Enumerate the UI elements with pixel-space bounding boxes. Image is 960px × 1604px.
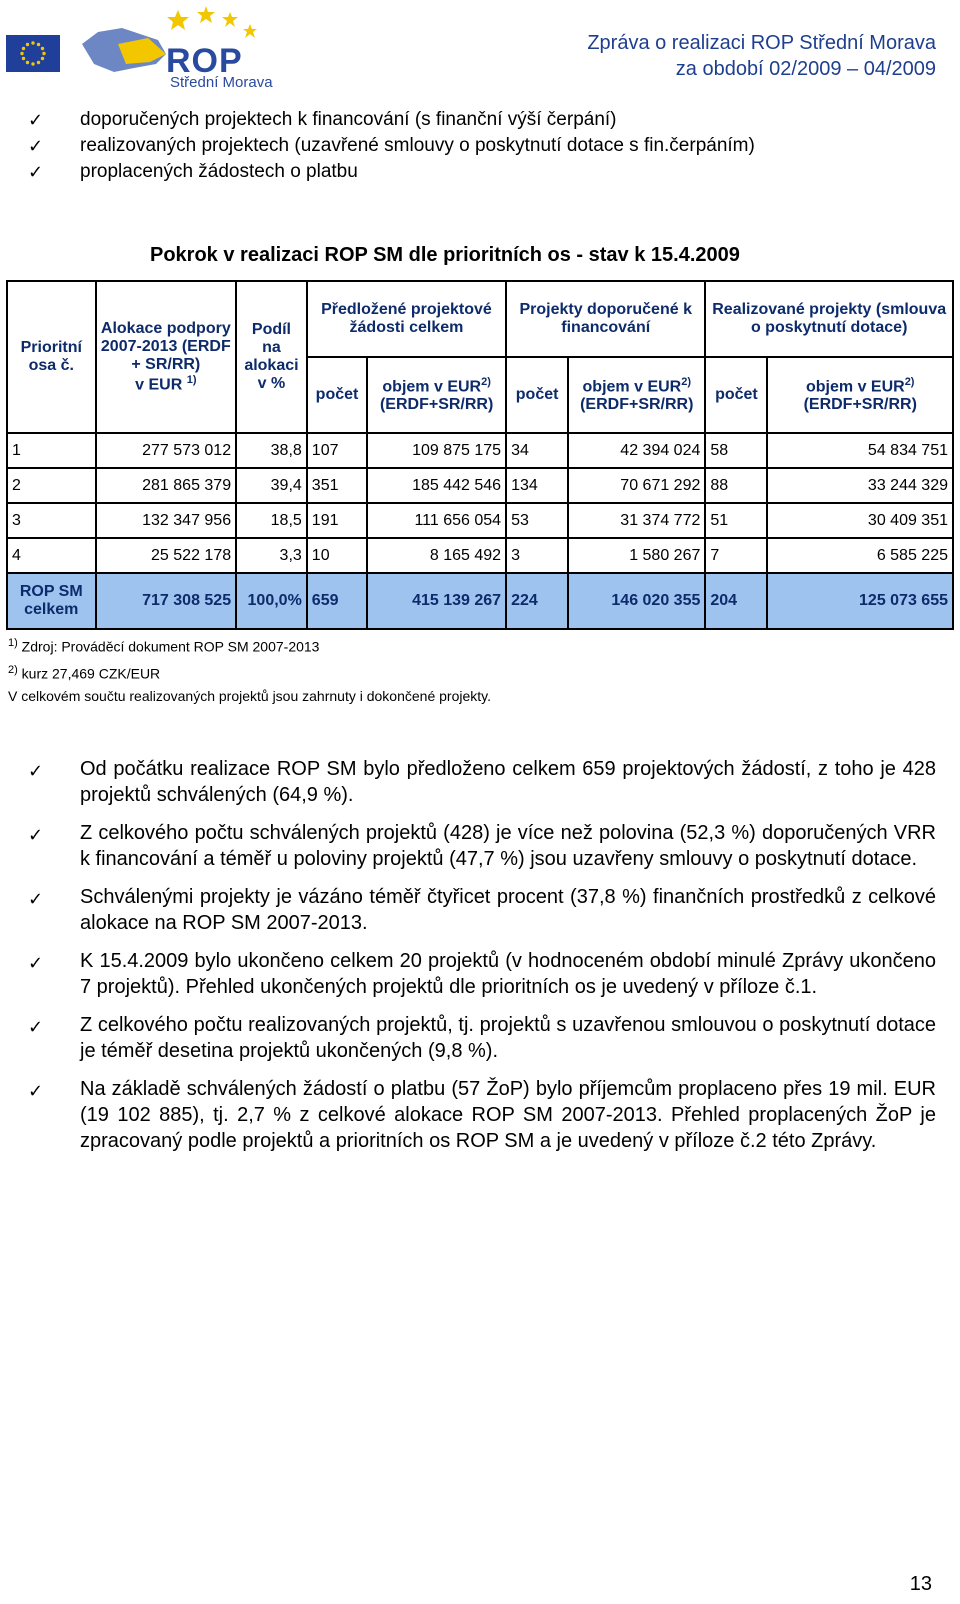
report-title-line1: Zpráva o realizaci ROP Střední Morava (587, 32, 936, 54)
checkmark-icon: ✓ (28, 162, 44, 182)
list-item: ✓ Schválenými projekty je vázáno téměř čtyřicet procent (37,8 %) finančních prostředků z celkové alokace na ROP SM 2007-2013. (28, 886, 936, 934)
list-item: ✓ K 15.4.2009 bylo ukončeno celkem 20 projektů (v hodnoceném období minulé Zprávy ukončeno 7 projektů). Přehled ukončených projektů dle prioritních os je uvedený v příloze č.1. (28, 950, 936, 998)
list-item: ✓ doporučených projektech k financování (s finanční výší čerpání) (28, 107, 755, 133)
report-title (587, 30, 936, 82)
table-row: 4 25 522 178 3,3 10 8 165 492 3 1 580 267 7 6 585 225 (7, 538, 953, 573)
checkmark-icon: ✓ (28, 953, 44, 973)
list-item: ✓ Na základě schválených žádostí o platbu (57 ŽoP) bylo příjemcům proplaceno přes 19 mil. EUR (19 102 885), tj. 2,7 % z celkové alokace ROP SM 2007-2013. Přehled proplacených ŽoP je zpracovaný podle projektů a prioritních os ROP SM a je uvedený v příloze č.2 této Zprávy. (28, 1078, 936, 1152)
report-title-line2: za období 02/2009 – 04/2009 (675, 58, 936, 80)
header-alokace: Alokace podpory 2007-2013 (ERDF + SR/RR) v EUR $^{1)}$ (96, 281, 237, 433)
header-predlozene: Předložené projektové žádosti celkem (307, 281, 506, 357)
summary-bullet-list (28, 756, 936, 1166)
logo-subtitle: Střední Morava (170, 74, 273, 91)
rop-logo (78, 4, 298, 92)
list-item: ✓ realizovaných projektech (uzavřené smlouvy o poskytnutí dotace s fin.čerpáním) (28, 133, 755, 159)
logo-text: ROP (166, 42, 243, 80)
list-item: ✓ Z celkového počtu realizovaných projektů, tj. projektů s uzavřenou smlouvou o poskytnutí dotace je téměř desetina projektů ukončených (9,8 %). (28, 1014, 936, 1062)
checkmark-icon: ✓ (28, 889, 44, 909)
footnote-3: V celkovém součtu realizovaných projektů jsou zahrnuty i dokončené projekty. (8, 688, 491, 705)
header-objem: objem v EUR$^{2)}$ (ERDF+SR/RR) (367, 357, 506, 433)
header-pocet: počet (705, 357, 767, 433)
table-header-row (7, 281, 953, 357)
header-doporucene: Projekty doporučené k financování (506, 281, 705, 357)
header-osa: Prioritní osa č. (7, 281, 96, 433)
page-number: 13 (909, 1573, 932, 1595)
table-row: 3 132 347 956 18,5 191 111 656 054 53 31 374 772 51 30 409 351 (7, 503, 953, 538)
checkmark-icon: ✓ (28, 825, 44, 845)
eu-flag-icon (6, 35, 60, 72)
table-footnotes (8, 632, 491, 708)
table-title: Pokrok v realizaci ROP SM dle prioritních os - stav k 15.4.2009 (150, 244, 740, 266)
footnote-2: $^{2)}$ kurz 27,469 CZK/EUR (8, 663, 161, 682)
header-pocet: počet (307, 357, 367, 433)
footnote-1: $^{1)}$ Zdroj: Prováděcí dokument ROP SM 2007-2013 (8, 637, 320, 655)
checkmark-icon: ✓ (28, 136, 44, 156)
table-total-row: ROP SM celkem 717 308 525 100,0% 659 415 139 267 224 146 020 355 204 125 073 655 (7, 573, 953, 629)
header-objem: objem v EUR$^{2)}$ (ERDF+SR/RR) (568, 357, 705, 433)
header-realizovane: Realizované projekty (smlouva o poskytnutí dotace) (705, 281, 953, 357)
list-item: ✓ proplacených žádostech o platbu (28, 159, 755, 185)
list-item: ✓ Od počátku realizace ROP SM bylo předloženo celkem 659 projektových žádostí, z toho je 428 projektů schválených (64,9 %). (28, 758, 936, 806)
table-row: 1 277 573 012 38,8 107 109 875 175 34 42 394 024 58 54 834 751 (7, 433, 953, 468)
progress-table (6, 280, 954, 630)
header-podil: Podíl na alokaci v % (236, 281, 307, 433)
checkmark-icon: ✓ (28, 761, 44, 781)
checkmark-icon: ✓ (28, 1081, 44, 1101)
page-header (0, 0, 960, 95)
header-objem: objem v EUR$^{2)}$ (ERDF+SR/RR) (767, 357, 953, 433)
list-item: ✓ Z celkového počtu schválených projektů (428) je více než polovina (52,3 %) doporučených VRR k financování a téměř u poloviny projektů (47,7 %) jsou uzavřeny smlouvy o poskytnutí dotace. (28, 822, 936, 870)
top-bullet-list (28, 107, 755, 185)
table-row: 2 281 865 379 39,4 351 185 442 546 134 70 671 292 88 33 244 329 (7, 468, 953, 503)
total-label: ROP SM celkem (7, 573, 96, 629)
header-pocet: počet (506, 357, 568, 433)
checkmark-icon: ✓ (28, 110, 44, 130)
checkmark-icon: ✓ (28, 1017, 44, 1037)
